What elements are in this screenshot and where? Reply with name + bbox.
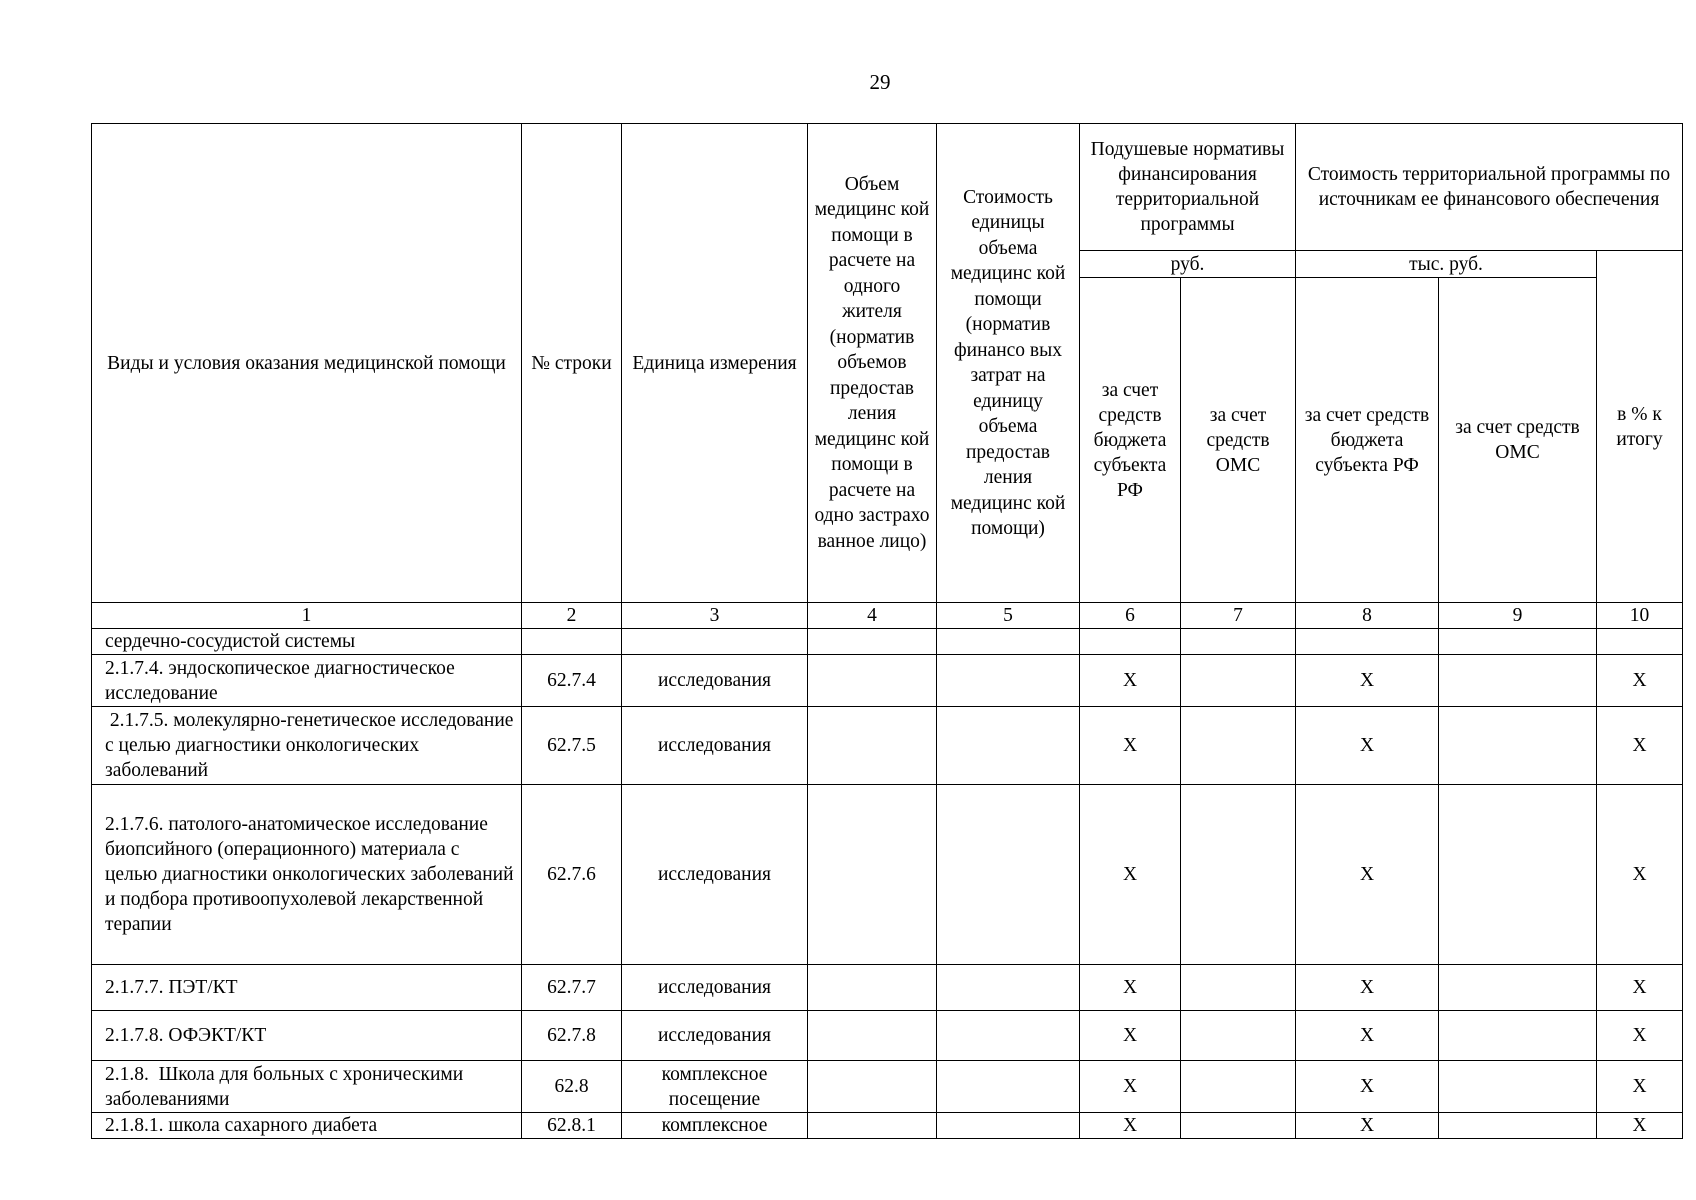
row-volume [808, 965, 937, 1011]
header-budget-per-capita: за счет средств бюджета субъекта РФ [1080, 278, 1181, 603]
header-oms-cost: за счет средств ОМС [1439, 278, 1597, 603]
table-row [92, 1061, 1683, 1113]
row-unit: исследования [622, 655, 808, 707]
row-name: 2.1.7.5. молекулярно-генетическое исследование с целью диагностики онкологических заболеваний [92, 707, 522, 785]
row-line-number: 62.7.8 [522, 1011, 622, 1061]
financing-table [91, 123, 1683, 1139]
header-percent-total: в % к итогу [1597, 251, 1683, 603]
row-budget-per-capita: X [1080, 655, 1181, 707]
row-volume [808, 629, 937, 655]
row-oms-cost [1439, 785, 1597, 965]
row-oms-cost [1439, 707, 1597, 785]
row-budget-per-capita: X [1080, 1011, 1181, 1061]
table-row [92, 785, 1683, 965]
header-budget-cost: за счет средств бюджета субъекта РФ [1296, 278, 1439, 603]
column-number: 4 [808, 603, 937, 629]
row-name: 2.1.7.7. ПЭТ/КТ [92, 965, 522, 1011]
row-percent-total: X [1597, 785, 1683, 965]
row-oms-per-capita [1181, 785, 1296, 965]
column-number: 10 [1597, 603, 1683, 629]
row-name: 2.1.8. Школа для больных с хроническими заболеваниями [92, 1061, 522, 1113]
row-budget-per-capita [1080, 629, 1181, 655]
row-oms-cost [1439, 1061, 1597, 1113]
row-volume [808, 655, 937, 707]
row-budget-cost: X [1296, 965, 1439, 1011]
header-unit-rub: руб. [1080, 251, 1296, 278]
row-line-number: 62.7.7 [522, 965, 622, 1011]
row-budget-per-capita: X [1080, 1061, 1181, 1113]
row-name: 2.1.7.8. ОФЭКТ/КТ [92, 1011, 522, 1061]
row-oms-per-capita [1181, 965, 1296, 1011]
column-number: 1 [92, 603, 522, 629]
row-oms-per-capita [1181, 629, 1296, 655]
column-number: 6 [1080, 603, 1181, 629]
row-oms-cost [1439, 1113, 1597, 1139]
row-unit-cost [937, 1011, 1080, 1061]
row-budget-cost: X [1296, 785, 1439, 965]
column-number: 8 [1296, 603, 1439, 629]
row-line-number: 62.7.5 [522, 707, 622, 785]
row-oms-per-capita [1181, 1011, 1296, 1061]
row-unit: комплексное [622, 1113, 808, 1139]
row-budget-per-capita: X [1080, 785, 1181, 965]
row-oms-cost [1439, 629, 1597, 655]
row-volume [808, 1011, 937, 1061]
row-line-number: 62.8.1 [522, 1113, 622, 1139]
row-volume [808, 1113, 937, 1139]
row-oms-per-capita [1181, 707, 1296, 785]
row-volume [808, 785, 937, 965]
row-unit: исследования [622, 785, 808, 965]
row-unit [622, 629, 808, 655]
column-number: 3 [622, 603, 808, 629]
row-unit-cost [937, 655, 1080, 707]
header-unit-thousand-rub: тыс. руб. [1296, 251, 1597, 278]
row-budget-per-capita: X [1080, 707, 1181, 785]
header-line-number: № строки [522, 124, 622, 603]
row-volume [808, 707, 937, 785]
row-percent-total: X [1597, 1113, 1683, 1139]
header-unit: Единица измерения [622, 124, 808, 603]
row-oms-per-capita [1181, 1061, 1296, 1113]
table-row [92, 707, 1683, 785]
column-number: 7 [1181, 603, 1296, 629]
column-number: 2 [522, 603, 622, 629]
row-unit-cost [937, 785, 1080, 965]
row-line-number: 62.8 [522, 1061, 622, 1113]
row-unit-cost [937, 965, 1080, 1011]
row-percent-total: X [1597, 1011, 1683, 1061]
row-name: 2.1.7.6. патолого-анатомическое исследование биопсийного (операционного) материала с целью диагностики онкологических заболеваний и подбора противоопухолевой лекарственной терапии [92, 785, 522, 965]
row-unit: исследования [622, 707, 808, 785]
column-number: 5 [937, 603, 1080, 629]
row-name: сердечно-сосудистой системы [92, 629, 522, 655]
row-line-number: 62.7.4 [522, 655, 622, 707]
header-volume: Объем медицинс кой помощи в расчете на одного жителя (норматив объемов предостав ления медицинс кой помощи в расчете на одно застрахо ванное лицо) [808, 124, 937, 603]
row-budget-cost [1296, 629, 1439, 655]
row-line-number [522, 629, 622, 655]
header-per-capita-norms: Подушевые нормативы финансирования территориальной программы [1080, 124, 1296, 251]
table-row [92, 629, 1683, 655]
row-unit: исследования [622, 965, 808, 1011]
row-unit-cost [937, 707, 1080, 785]
row-unit-cost [937, 1113, 1080, 1139]
row-percent-total: X [1597, 965, 1683, 1011]
table-row [92, 1011, 1683, 1061]
column-numbers-row [92, 603, 1683, 629]
row-oms-cost [1439, 655, 1597, 707]
row-percent-total: X [1597, 707, 1683, 785]
table-row [92, 1113, 1683, 1139]
table-row [92, 655, 1683, 707]
row-budget-per-capita: X [1080, 1113, 1181, 1139]
row-budget-per-capita: X [1080, 965, 1181, 1011]
row-volume [808, 1061, 937, 1113]
row-unit: комплексное посещение [622, 1061, 808, 1113]
header-program-cost: Стоимость территориальной программы по источникам ее финансового обеспечения [1296, 124, 1683, 251]
header-unit-cost: Стоимость единицы объема медицинс кой помощи (норматив финансо вых затрат на единицу объема предостав ления медицинс кой помощи) [937, 124, 1080, 603]
header-types-of-care: Виды и условия оказания медицинской помощи [92, 124, 522, 603]
row-line-number: 62.7.6 [522, 785, 622, 965]
row-percent-total [1597, 629, 1683, 655]
row-unit-cost [937, 1061, 1080, 1113]
row-oms-per-capita [1181, 1113, 1296, 1139]
row-name: 2.1.7.4. эндоскопическое диагностическое исследование [92, 655, 522, 707]
row-budget-cost: X [1296, 707, 1439, 785]
row-name: 2.1.8.1. школа сахарного диабета [92, 1113, 522, 1139]
row-unit-cost [937, 629, 1080, 655]
row-budget-cost: X [1296, 1061, 1439, 1113]
row-budget-cost: X [1296, 655, 1439, 707]
row-oms-cost [1439, 1011, 1597, 1061]
row-budget-cost: X [1296, 1011, 1439, 1061]
row-oms-per-capita [1181, 655, 1296, 707]
header-row [92, 124, 1683, 251]
header-oms-per-capita: за счет средств ОМС [1181, 278, 1296, 603]
row-unit: исследования [622, 1011, 808, 1061]
table-row [92, 965, 1683, 1011]
page-number: 29 [869, 70, 891, 94]
column-number: 9 [1439, 603, 1597, 629]
row-budget-cost: X [1296, 1113, 1439, 1139]
row-percent-total: X [1597, 1061, 1683, 1113]
row-percent-total: X [1597, 655, 1683, 707]
row-oms-cost [1439, 965, 1597, 1011]
